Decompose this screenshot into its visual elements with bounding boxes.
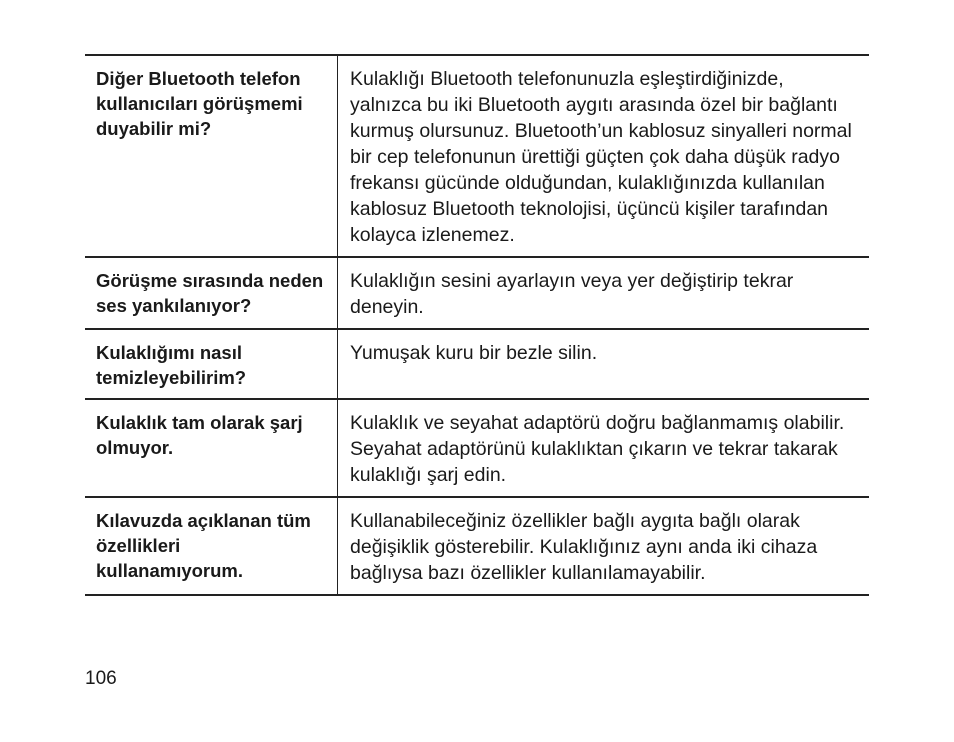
faq-question: Kulaklığımı nasıl temizleyebilirim? xyxy=(85,330,338,398)
faq-question: Kulaklık tam olarak şarj olmuyor. xyxy=(85,400,338,496)
faq-answer: Kulaklığı Bluetooth telefonunuzla eşleştirdiğinizde, yalnızca bu iki Bluetooth aygıtı arasında özel bir bağlantı kurmuş olursunuz. Bluetooth’un kablosuz sinyalleri normal bir cep telefonunun ürettiği güçten çok daha düşük radyo frekansı gücünde olduğundan, kulaklığınızda kullanılan kablosuz Bluetooth teknolojisi, üçüncü kişiler tarafından kolayca izlenemez. xyxy=(350,68,852,246)
faq-row xyxy=(85,256,869,328)
page-number: 106 xyxy=(85,668,117,689)
faq-answer: Kullanabileceğiniz özellikler bağlı aygıta bağlı olarak değişiklik gösterebilir. Kulaklığınız aynı anda iki cihaza bağlıysa bazı özellikler kullanılamayabilir. xyxy=(350,510,818,584)
faq-row xyxy=(85,328,869,398)
faq-question: Diğer Bluetooth telefon kullanıcıları görüşmemi duyabilir mi? xyxy=(85,56,338,256)
faq-question: Görüşme sırasında neden ses yankılanıyor? xyxy=(85,258,338,328)
faq-answer: Kulaklığın sesini ayarlayın veya yer değiştirip tekrar deneyin. xyxy=(350,270,794,318)
faq-row xyxy=(85,56,869,256)
faq-question: Kılavuzda açıklanan tüm özellikleri kullanamıyorum. xyxy=(85,498,338,594)
faq-row xyxy=(85,496,869,594)
faq-answer: Kulaklık ve seyahat adaptörü doğru bağlanmamış olabilir. Seyahat adaptörünü kulaklıktan çıkarın ve tekrar takarak kulaklığı şarj edin. xyxy=(350,412,845,486)
faq-table xyxy=(85,54,869,596)
faq-answer: Yumuşak kuru bir bezle silin. xyxy=(350,342,598,364)
faq-row xyxy=(85,398,869,496)
